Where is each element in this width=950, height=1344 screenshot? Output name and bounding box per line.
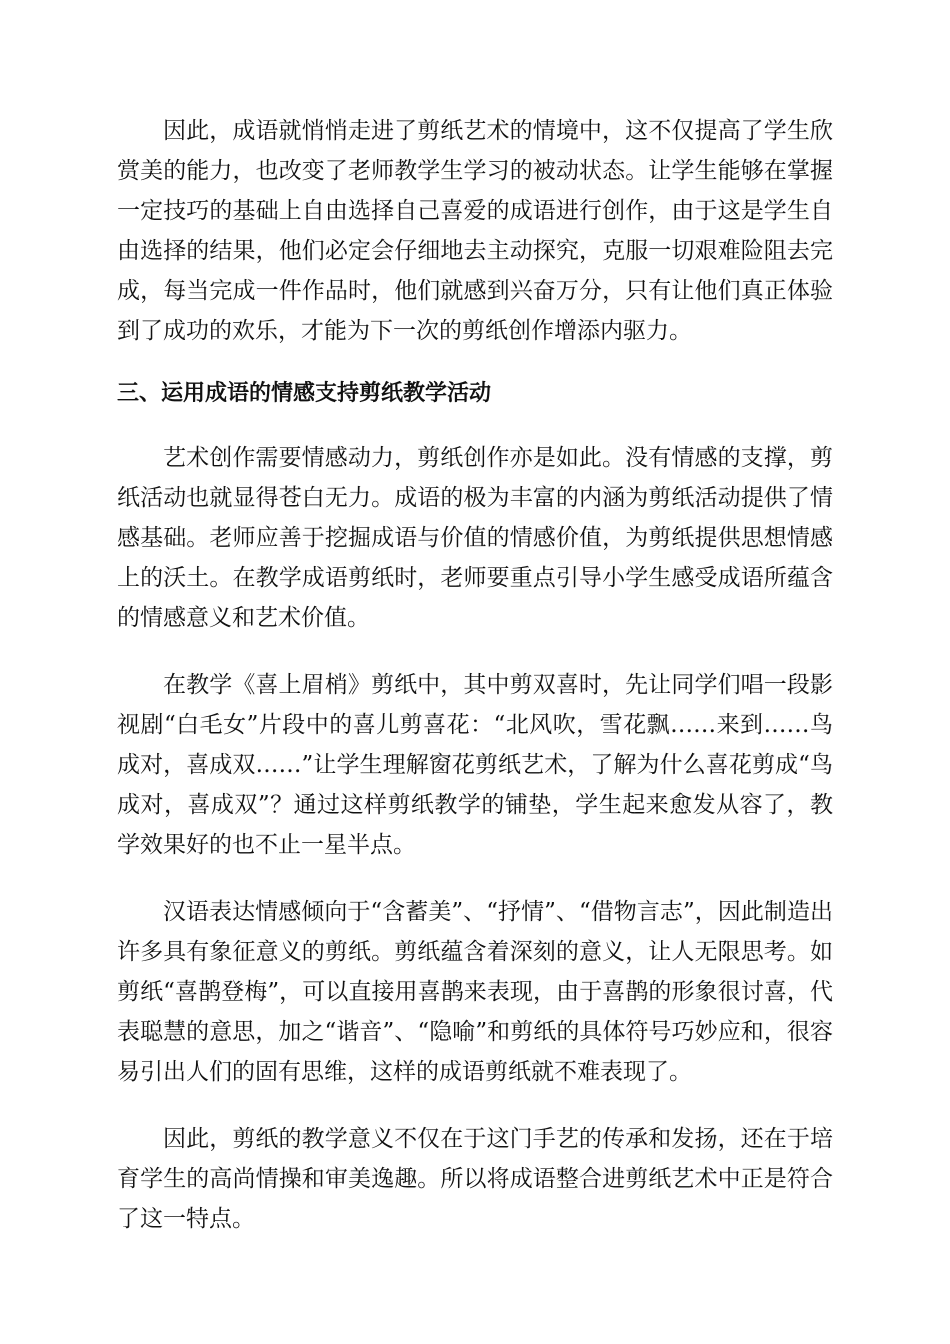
paragraph-symbolic-meaning: 汉语表达情感倾向于“含蓄美”、“抒情”、“借物言志”，因此制造出许多具有象征意义的剪纸。剪纸蕴含着深刻的意义，让人无限思考。如剪纸“喜鹊登梅”，可以直接用喜鹊来表现，由于喜鹊的形象很讨喜，代表聪慧的意思，加之“谐音”、“隐喻”和剪纸的具体符号巧妙应和，很容易引出人们的固有思维，这样的成语剪纸就不难表现了。 [117, 899, 833, 1085]
paragraph-conclusion: 因此，剪纸的教学意义不仅在于这门手艺的传承和发扬，还在于培育学生的高尚情操和审美逸趣。所以将成语整合进剪纸艺术中正是符合了这一特点。 [117, 1126, 833, 1232]
paragraph-xi-shang-mei-shao-example: 在教学《喜上眉梢》剪纸中，其中剪双喜时，先让同学们唱一段影视剧“白毛女”片段中的喜儿剪喜花：“北风吹，雪花飘……来到……鸟成对，喜成双……”让学生理解窗花剪纸艺术，了解为什么喜花剪成“鸟成对，喜成双”？通过这样剪纸教学的铺垫，学生起来愈发从容了，教学效果好的也不止一星半点。 [117, 672, 833, 858]
paragraph-idiom-enters-paper-cutting: 因此，成语就悄悄走进了剪纸艺术的情境中，这不仅提高了学生欣赏美的能力，也改变了老师教学生学习的被动状态。让学生能够在掌握一定技巧的基础上自由选择自己喜爱的成语进行创作，由于这是学生自由选择的结果，他们必定会仔细地去主动探究，克服一切艰难险阻去完成，每当完成一件作品时，他们就感到兴奋万分，只有让他们真正体验到了成功的欢乐，才能为下一次的剪纸创作增添内驱力。 [117, 118, 833, 344]
section-heading: 三、运用成语的情感支持剪纸教学活动 [117, 381, 492, 406]
paragraph-emotional-support: 艺术创作需要情感动力，剪纸创作亦是如此。没有情感的支撑，剪纸活动也就显得苍白无力。成语的极为丰富的内涵为剪纸活动提供了情感基础。老师应善于挖掘成语与价值的情感价值，为剪纸提供思想情感上的沃土。在教学成语剪纸时，老师要重点引导小学生感受成语所蕴含的情感意义和艺术价值。 [117, 445, 833, 631]
document-body [117, 111, 833, 1266]
